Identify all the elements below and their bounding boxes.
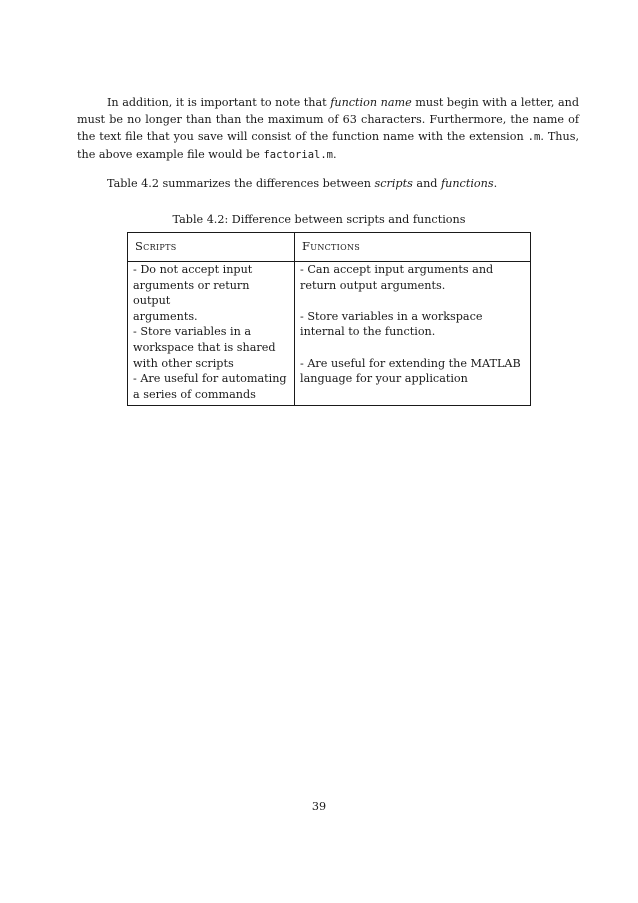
cell-line: arguments. <box>133 309 198 323</box>
text-run: must begin with a letter, and must be no longer than than the maximum of 63 characters. Furthermore, the name of the text file that you save will consist of the function name with the extension <box>77 96 580 143</box>
code-extension: .m <box>527 131 541 143</box>
text-run: Table 4.2 summarizes the differences between <box>107 177 375 190</box>
cell-line: with other scripts <box>133 356 234 370</box>
cell-line: arguments or return output <box>133 278 250 308</box>
cell-line: - Can accept input arguments and <box>300 263 494 276</box>
header-scripts: Scripts <box>128 233 295 262</box>
cell-line: language for your application <box>300 372 468 386</box>
emphasis-functions: functions <box>441 177 494 190</box>
cell-line: a series of commands <box>133 387 256 401</box>
text-run: In addition, it is important to note that <box>107 96 331 109</box>
cell-line: return output arguments. <box>300 278 446 292</box>
comparison-table <box>127 232 531 406</box>
cell-line: - Store variables in a workspace <box>300 309 483 323</box>
page-number: 39 <box>311 800 327 813</box>
cell-spacer <box>300 340 525 356</box>
cell-spacer <box>300 293 525 309</box>
table-caption: Table 4.2: Difference between scripts and functions <box>172 213 466 226</box>
text-run: . Thus, the above example file would be <box>77 130 579 161</box>
cell-line: - Store variables in a <box>133 325 252 339</box>
emphasis-scripts: scripts <box>374 177 413 190</box>
functions-cell <box>295 262 531 406</box>
scripts-cell <box>128 262 295 406</box>
paragraph-function-name-rules <box>77 94 579 164</box>
table-row <box>128 262 531 406</box>
paragraph-table-intro <box>77 175 579 192</box>
cell-line: - Do not accept input <box>133 263 253 276</box>
cell-line: - Are useful for extending the MATLAB <box>300 356 521 370</box>
code-filename: factorial.m <box>263 149 333 161</box>
text-run: . <box>493 177 498 190</box>
cell-line: workspace that is shared <box>133 340 276 354</box>
cell-line: - Are useful for automating <box>133 372 287 386</box>
table-header-row <box>128 233 531 262</box>
emphasis-function-name: function name <box>330 96 412 109</box>
text-run: . <box>332 148 337 161</box>
header-functions: Functions <box>295 233 531 262</box>
cell-line: internal to the function. <box>300 325 436 339</box>
text-run: and <box>412 177 441 190</box>
